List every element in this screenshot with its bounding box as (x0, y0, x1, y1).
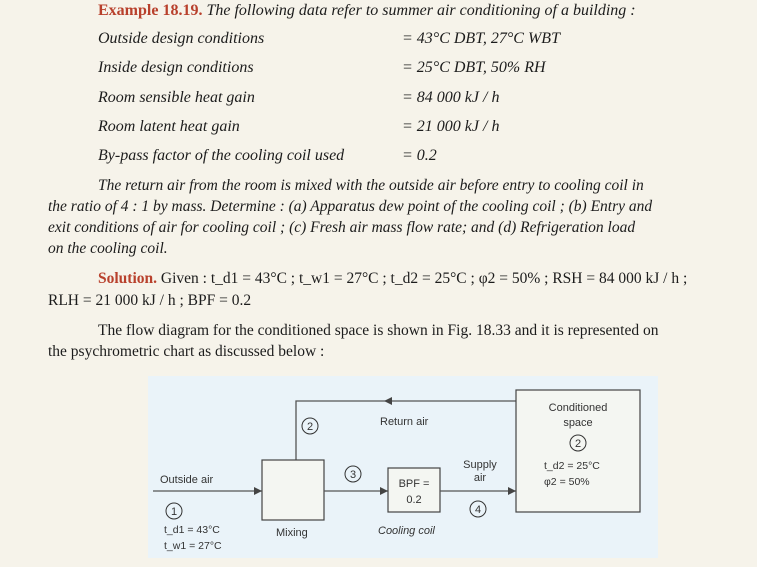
example-intro: The following data refer to summer air conditioning of a building : (206, 2, 636, 19)
flow-line-2: the psychrometric chart as discussed below : (48, 343, 325, 360)
mixing-label: Mixing (276, 527, 308, 539)
conditioned-label-1: Conditioned (548, 402, 608, 414)
question-line-1: The return air from the room is mixed with the outside air before entry to cooling coil in (98, 177, 644, 194)
phi2-label: φ2 = 50% (544, 476, 590, 488)
svg-text:4: 4 (474, 504, 482, 516)
svg-text:2: 2 (574, 438, 582, 450)
row-value-latent: = 21 000 kJ / h (402, 118, 500, 135)
example-title: Example 18.19. (98, 2, 203, 19)
tw1-label: t_w1 = 27°C (164, 540, 222, 552)
flow-diagram (148, 376, 658, 558)
svg-text:1: 1 (170, 506, 178, 518)
td1-label: t_d1 = 43°C (164, 524, 220, 536)
solution-title: Solution. (98, 270, 158, 287)
flow-line-1: The flow diagram for the conditioned space is shown in Fig. 18.33 and it is represented on (98, 322, 659, 339)
question-line-2: the ratio of 4 : 1 by mass. Determine : (a) Apparatus dew point of the cooling coil ; (b) Entry and (48, 198, 653, 215)
supply-air-label-2: air (473, 472, 487, 484)
row-label-outside: Outside design conditions (98, 30, 265, 47)
outside-air-label: Outside air (160, 474, 214, 486)
solution-given-1: Given : t_d1 = 43°C ; t_w1 = 27°C ; t_d2 = 25°C ; φ2 = 50% ; RSH = 84 000 kJ / h ; (160, 270, 688, 287)
row-label-latent: Room latent heat gain (98, 118, 240, 135)
row-value-sensible: = 84 000 kJ / h (402, 89, 500, 106)
conditioned-label-2: space (563, 417, 593, 429)
question-line-3: exit conditions of air for cooling coil ; (c) Fresh air mass flow rate; and (d) Refrigeration load (48, 219, 636, 236)
row-label-sensible: Room sensible heat gain (98, 89, 255, 106)
row-value-inside: = 25°C DBT, 50% RH (402, 59, 546, 76)
row-value-bpf: = 0.2 (402, 147, 437, 164)
svg-text:3: 3 (349, 469, 357, 481)
bpf-value: 0.2 (406, 494, 422, 506)
row-label-inside: Inside design conditions (98, 59, 254, 76)
mixing-box (262, 460, 324, 520)
question-line-4: on the cooling coil. (48, 240, 168, 257)
row-label-bpf: By-pass factor of the cooling coil used (98, 147, 345, 164)
supply-air-label-1: Supply (463, 459, 497, 471)
solution-given-2: RLH = 21 000 kJ / h ; BPF = 0.2 (48, 292, 252, 309)
example-heading (98, 2, 636, 20)
solution-line-1 (98, 268, 687, 289)
cooling-coil-label: Cooling coil (378, 525, 435, 537)
return-air-label: Return air (380, 416, 429, 428)
svg-text:2: 2 (306, 421, 314, 433)
row-value-outside: = 43°C DBT, 27°C WBT (402, 30, 560, 47)
bpf-label: BPF = (398, 478, 430, 490)
td2-label: t_d2 = 25°C (544, 460, 600, 472)
